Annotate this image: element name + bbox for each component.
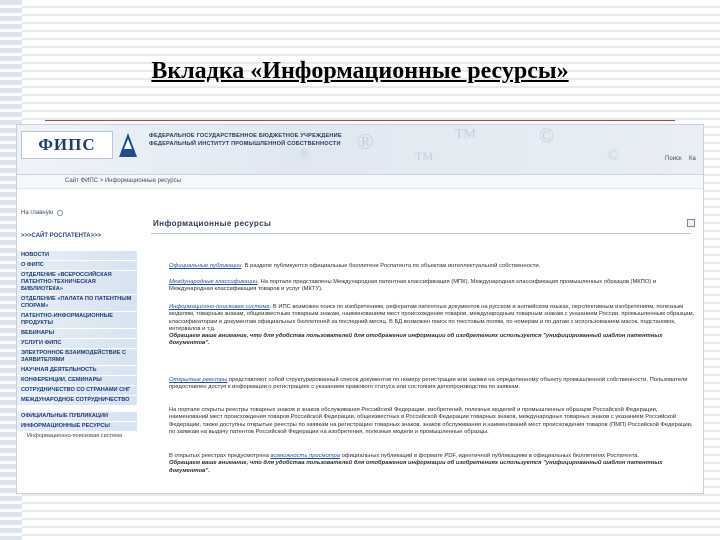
- slide-title: Вкладка «Информационные ресурсы»: [151, 58, 569, 84]
- sidebar-item-conferences[interactable]: КОНФЕРЕНЦИИ, СЕМИНАРЫ: [17, 376, 137, 386]
- sidebar-item-publications[interactable]: ОФИЦИАЛЬНЫЕ ПУБЛИКАЦИИ: [17, 412, 137, 422]
- print-icon[interactable]: [687, 219, 695, 227]
- sidebar-item-cis[interactable]: СОТРУДНИЧЕСТВО СО СТРАНАМИ СНГ: [17, 386, 137, 396]
- site-logo[interactable]: [21, 131, 113, 159]
- sidebar-item-patent-disputes[interactable]: ОТДЕЛЕНИЕ «ПАЛАТА ПО ПАТЕНТНЫМ СПОРАМ»: [17, 295, 137, 312]
- paragraph-search-system: [169, 304, 695, 348]
- paragraph-registers-list: [169, 407, 695, 436]
- sidebar-home-link[interactable]: [21, 207, 133, 219]
- paragraph-publications: [169, 263, 695, 270]
- sidebar: [17, 207, 137, 494]
- rospatent-site-link[interactable]: >>>САЙТ РОСПАТЕНТА>>>: [21, 233, 102, 239]
- paragraph-text: . В ИПС возможен поиск по изобретениям, рефератам патентных документов на русском и английском языках, перспективным изобретениям, полезным моделям, товарным знакам, общеизвестным товарным знакам, наименованиям мест происхождения товаров, международным товарным знакам с указанием России, промышленным образцам, классификаторам и документам официальных бюллетеней за последний месяц. В БД возможен поиск по текстовым полям, по номерам и по датам с использованием масок, подстановок, интервалов и т.д.: [169, 304, 695, 332]
- logo-text: ФИПС: [38, 135, 96, 154]
- link-open-registers[interactable]: Открытые реестры: [169, 377, 228, 383]
- watermark-tm-icon: TM: [415, 149, 433, 163]
- sidebar-menu: [17, 251, 137, 442]
- org-name-line2: ФЕДЕРАЛЬНЫЙ ИНСТИТУТ ПРОМЫШЛЕННОЙ СОБСТВЕННОСТИ: [149, 141, 341, 147]
- watermark-copyright-icon: ©: [607, 147, 620, 164]
- breadcrumb[interactable]: Сайт ФИПС > Информационные ресурсы: [65, 178, 181, 184]
- paragraph-note: Обращаем ваше внимание, что для удобства пользователей для отображения информации об изобретениях используется "унифицированный шаблон патентных документов".: [169, 333, 663, 347]
- search-icon: [57, 210, 63, 216]
- title-rule: [45, 120, 675, 121]
- paragraph-text: официальных публикаций в формате PDF, идентичной публикациям в официальных бюллетенях Роспатента.: [339, 453, 640, 459]
- paragraph-open-registers: [169, 377, 695, 392]
- sidebar-item-vptb[interactable]: ОТДЕЛЕНИЕ «ВСЕРОССИЙСКАЯ ПАТЕНТНО-ТЕХНИЧЕСКАЯ БИБЛИОТЕКА»: [17, 271, 137, 295]
- website-screenshot: [16, 124, 704, 494]
- sidebar-item-info-resources[interactable]: ИНФОРМАЦИОННЫЕ РЕСУРСЫ: [17, 422, 137, 432]
- top-link-search[interactable]: Поиск: [665, 156, 682, 162]
- page-title: Информационные ресурсы: [153, 219, 272, 228]
- paragraph-text: . На портале представлены Международная патентная классификация (МПК), Международная классификация промышленных образцов (МКПО) и Международная классификация товаров и услуг (МКТУ).: [169, 279, 657, 293]
- sidebar-item-services[interactable]: УСЛУГИ ФИПС: [17, 339, 137, 349]
- sidebar-item-info-products[interactable]: ПАТЕНТНО-ИНФОРМАЦИОННЫЕ ПРОДУКТЫ: [17, 312, 137, 329]
- sidebar-item-international[interactable]: МЕЖДУНАРОДНОЕ СОТРУДНИЧЕСТВО: [17, 396, 137, 406]
- watermark-tm-icon: TM: [455, 127, 476, 142]
- sidebar-item-about[interactable]: О ФИПС: [17, 261, 137, 271]
- home-link-label: На главную: [21, 210, 54, 216]
- watermark-registered-icon: ®: [299, 147, 310, 162]
- link-view-pdf[interactable]: возможность просмотра: [270, 453, 340, 459]
- content-divider: [151, 233, 691, 234]
- paragraph-text: . В разделе публикуются официальные бюллетени Роспатента по объектам интеллектуальной собственности.: [241, 263, 541, 269]
- sidebar-item-webinars[interactable]: ВЕБИНАРЫ: [17, 329, 137, 339]
- logo-emblem-icon: [115, 129, 141, 161]
- paragraph-pdf-view: [169, 453, 695, 475]
- org-name-line1: ФЕДЕРАЛЬНОЕ ГОСУДАРСТВЕННОЕ БЮДЖЕТНОЕ УЧРЕЖДЕНИЕ: [149, 133, 342, 139]
- watermark-registered-icon: ®: [357, 129, 374, 154]
- paragraph-text: На портале открыты реестры товарных знаков и знаков обслуживания Российской Федерации, изобретений, полезных моделей и промышленных образцов Российской Федерации, наименований мест происхождения товаров Российской Федерации, общеизвестных в Российской Федерации товарных знаков, международных товарных знаков с указанием Российской Федерации, также доступны открытые реестры по заявкам на регистрацию товарных знаков, знаков обслуживания и наименований мест происхождения товаров (ПМП) Российской Федерации, по заявкам на выдачу патентов Российской Федерации на изобретения, полезные модели и промышленные образцы.: [169, 407, 693, 435]
- link-official-publications[interactable]: Официальные публикации: [169, 263, 242, 269]
- main-content: [145, 207, 701, 494]
- paragraph-text: представляют собой структурированный список документов по номеру регистрации или заявки на определенному объекту промышленной собственности. Пользователи предоставлен доступ к информации о регистрациях с указанием правового статуса или состояния делопроизводства по заявкам.: [169, 377, 688, 391]
- top-link-catalog[interactable]: Ка: [689, 156, 696, 162]
- site-header: [17, 125, 704, 175]
- sidebar-item-science[interactable]: НАУЧНАЯ ДЕЯТЕЛЬНОСТЬ: [17, 366, 137, 376]
- sidebar-item-news[interactable]: НОВОСТИ: [17, 251, 137, 261]
- link-search-system[interactable]: Информационно-поисковая система: [169, 304, 270, 310]
- link-classifications[interactable]: Международные классификации: [169, 279, 258, 285]
- sidebar-subitem-ips[interactable]: Информационно-поисковая система: [17, 432, 137, 442]
- watermark-copyright-icon: ©: [539, 125, 555, 147]
- paragraph-text: В открытых реестрах предусмотрена: [169, 453, 271, 459]
- sidebar-item-e-interaction[interactable]: ЭЛЕКТРОННОЕ ВЗАИМОДЕЙСТВИЕ С ЗАЯВИТЕЛЯМИ: [17, 349, 137, 366]
- paragraph-classifications: [169, 279, 695, 294]
- paragraph-note: Обращаем ваше внимание, что для удобства пользователей для отображения информации об изобретениях используется "унифицированный шаблон патентных документов".: [169, 460, 663, 474]
